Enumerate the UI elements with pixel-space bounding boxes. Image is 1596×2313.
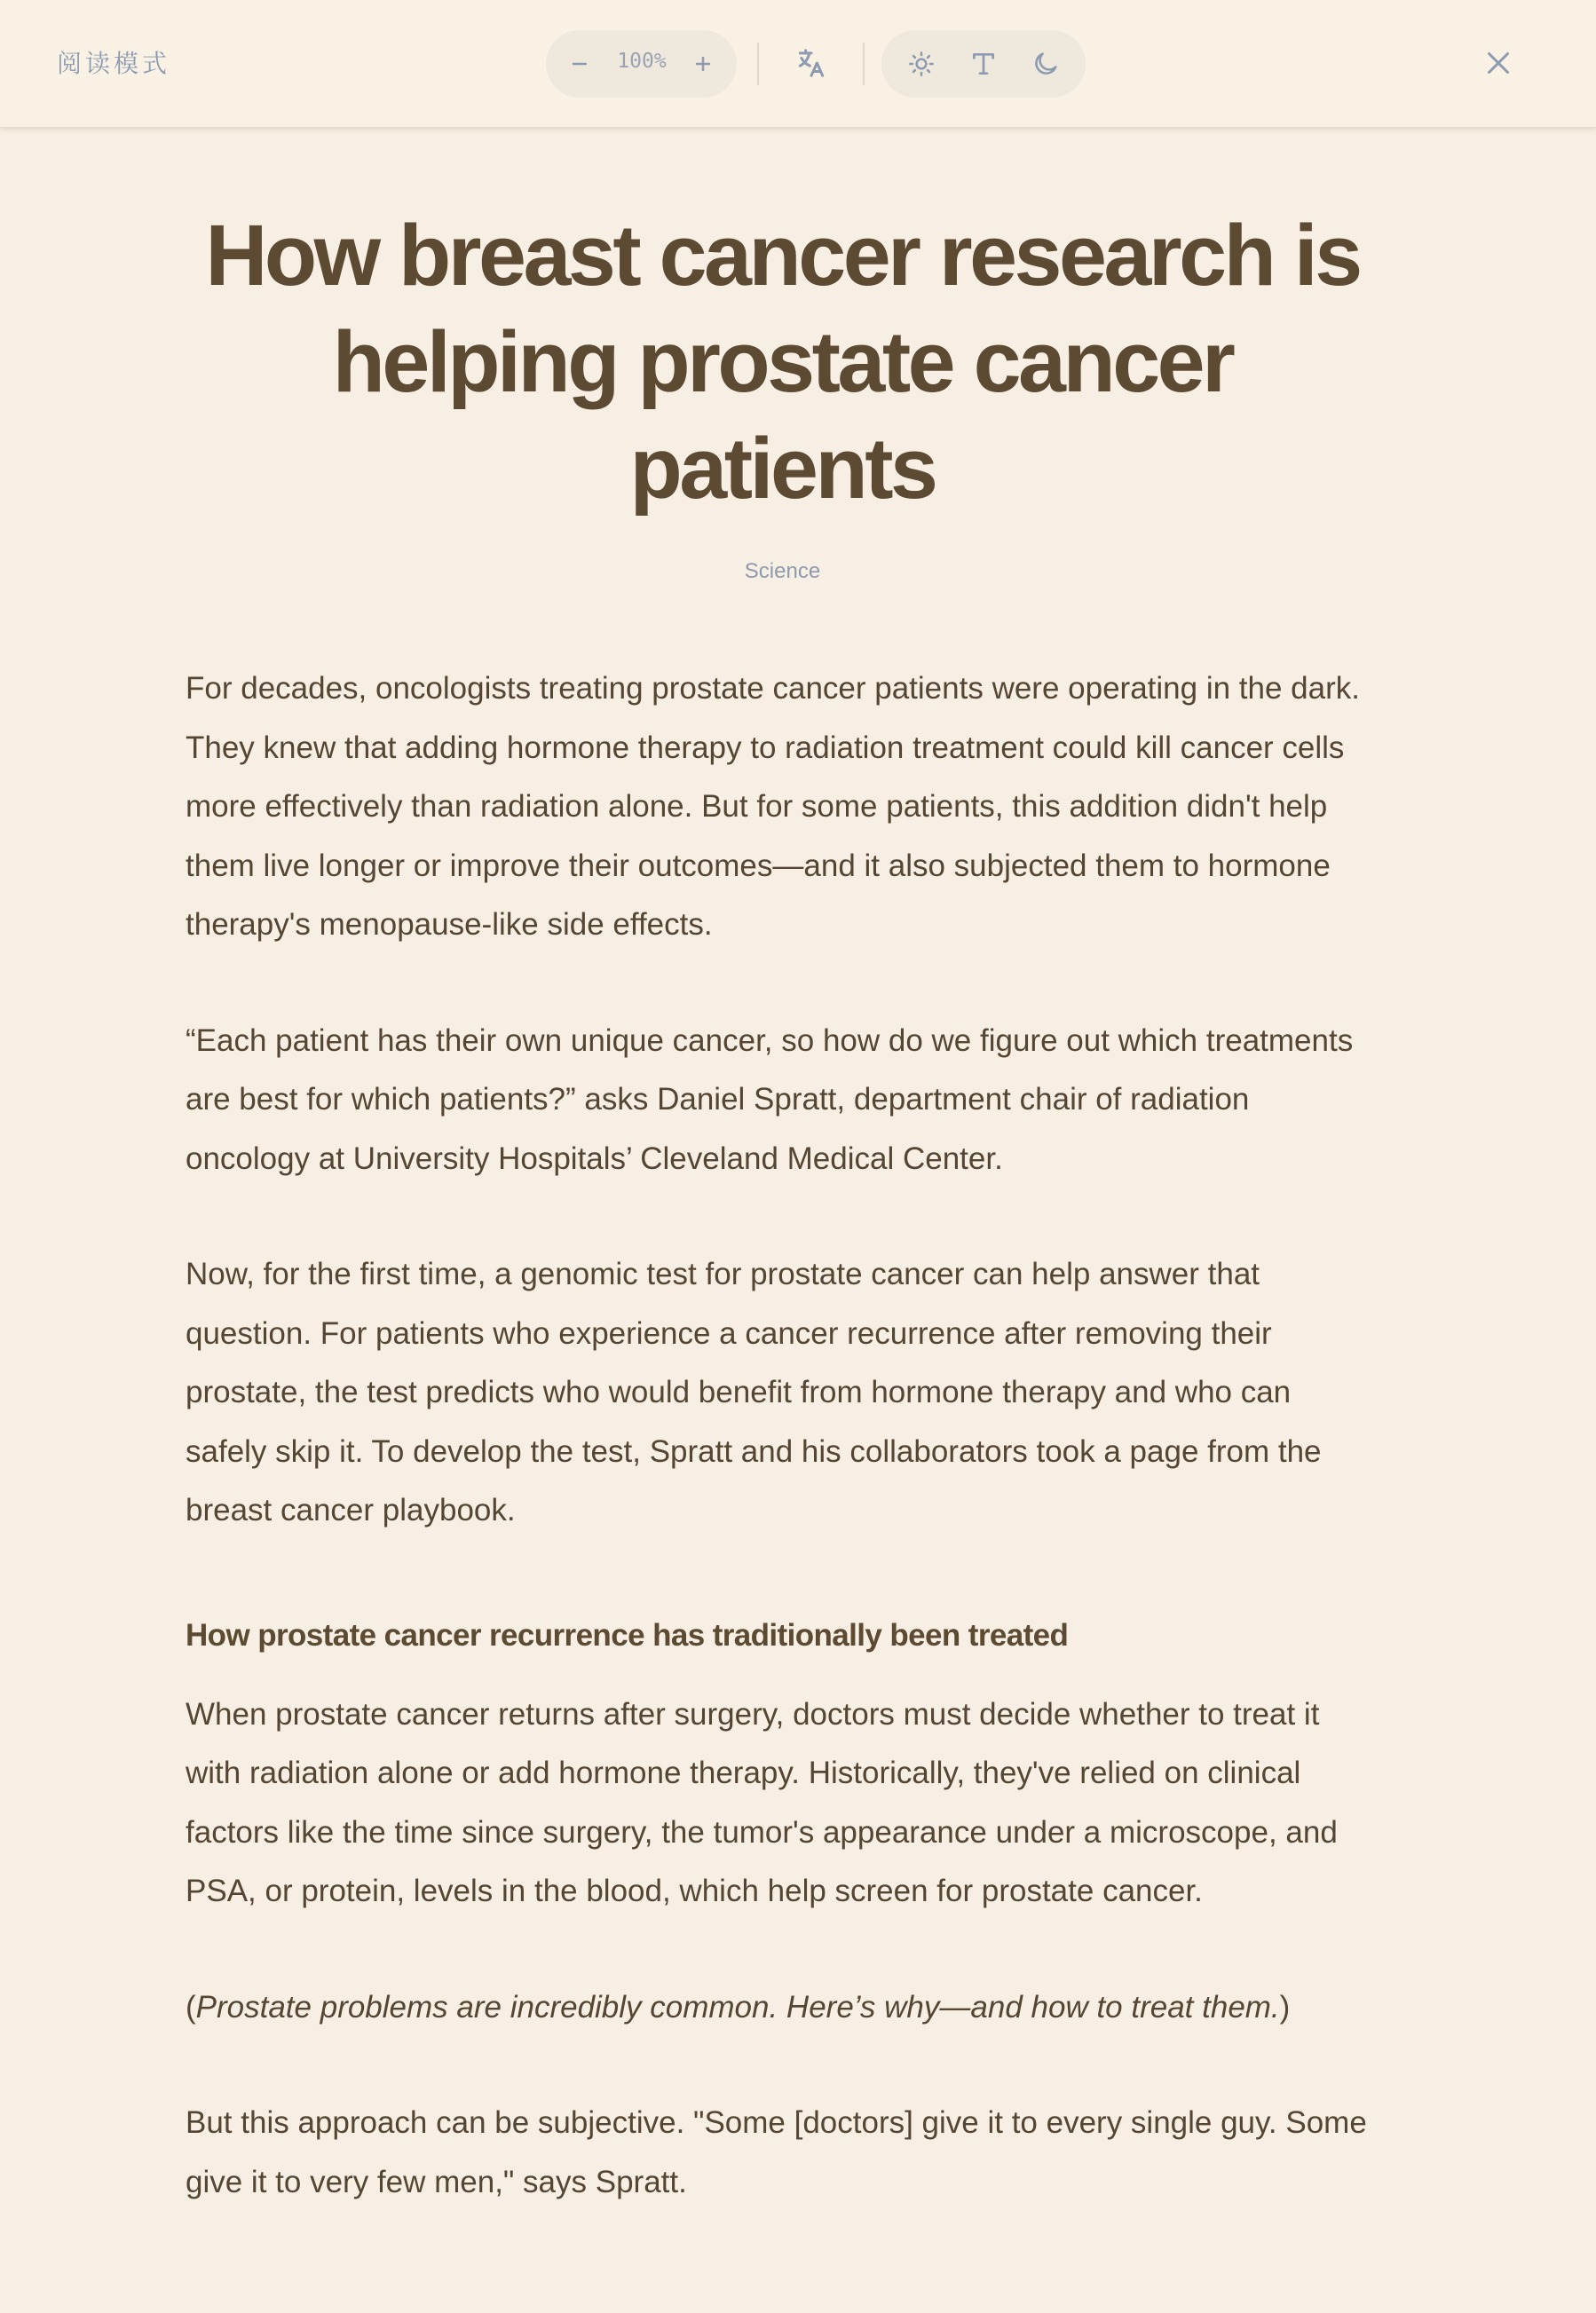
- toolbar-divider: [863, 43, 865, 85]
- toolbar-divider: [757, 43, 759, 85]
- paragraph: “Each patient has their own unique cancer, so how do we figure out which treatments are best for which patients?” asks Daniel Spratt, department chair of radiation oncology at University Hospitals’ Cleveland Medical Center.: [186, 1022, 1354, 1176]
- close-reader-button[interactable]: [1474, 39, 1522, 87]
- zoom-level: 100%: [617, 50, 667, 73]
- article-category: Science: [744, 559, 821, 583]
- related-article-link[interactable]: Prostate problems are incredibly common. Here’s why—and how to treat them.: [195, 1989, 1280, 2025]
- font-icon: [969, 50, 998, 78]
- dark-theme-button[interactable]: [1023, 42, 1068, 86]
- related-article-note: [186, 1978, 1379, 2038]
- paragraph: Now, for the first time, a genomic test for prostate cancer can help answer that question. For patients who experience a cancer recurrence after removing their prostate, the test predicts who would benefit from hormone therapy and who can safely skip it. To develop the test, Spratt and his collaborators took a page from the breast cancer playbook.: [186, 1257, 1322, 1528]
- article-body: [186, 659, 1379, 2212]
- sun-icon: [907, 50, 936, 78]
- paren-open: (: [186, 1989, 196, 2025]
- article-title: How breast cancer research is helping prostate cancer patients: [205, 207, 1360, 517]
- paragraph: But this approach can be subjective. "Some [doctors] give it to every single guy. Some give it to very few men," says Spratt.: [186, 2105, 1367, 2199]
- paren-close: ): [1279, 1989, 1291, 2025]
- moon-icon: [1031, 50, 1060, 78]
- zoom-in-button[interactable]: [682, 43, 724, 85]
- translate-button[interactable]: [787, 39, 835, 87]
- close-icon: [1482, 47, 1514, 79]
- reader-toolbar: [0, 0, 1596, 128]
- paragraph: When prostate cancer returns after surgery, doctors must decide whether to treat it with radiation alone or add hormone therapy. Historically, they've relied on clinical factors like the time since surgery, the tumor's appearance under a microscope, and PSA, or protein, levels in the blood, which help screen for prostate cancer.: [186, 1696, 1338, 1908]
- paragraph: For decades, oncologists treating prostate cancer patients were operating in the dark. They knew that adding hormone therapy to radiation treatment could kill cancer cells more effectively than radiation alone. But for some patients, this addition didn't help them live longer or improve their outcomes—and it also subjected them to hormone therapy's menopause-like side effects.: [186, 671, 1360, 942]
- reading-mode-label: 阅读模式: [57, 49, 171, 78]
- zoom-out-button[interactable]: [558, 43, 601, 85]
- zoom-control: [546, 30, 737, 98]
- minus-icon: [569, 53, 590, 75]
- article: [186, 202, 1379, 2269]
- plus-icon: [692, 53, 714, 75]
- section-heading: How prostate cancer recurrence has traditionally been treated: [186, 1617, 1069, 1653]
- appearance-control: [881, 30, 1086, 98]
- light-theme-button[interactable]: [899, 42, 944, 86]
- translate-icon: [794, 46, 828, 80]
- font-settings-button[interactable]: [961, 42, 1006, 86]
